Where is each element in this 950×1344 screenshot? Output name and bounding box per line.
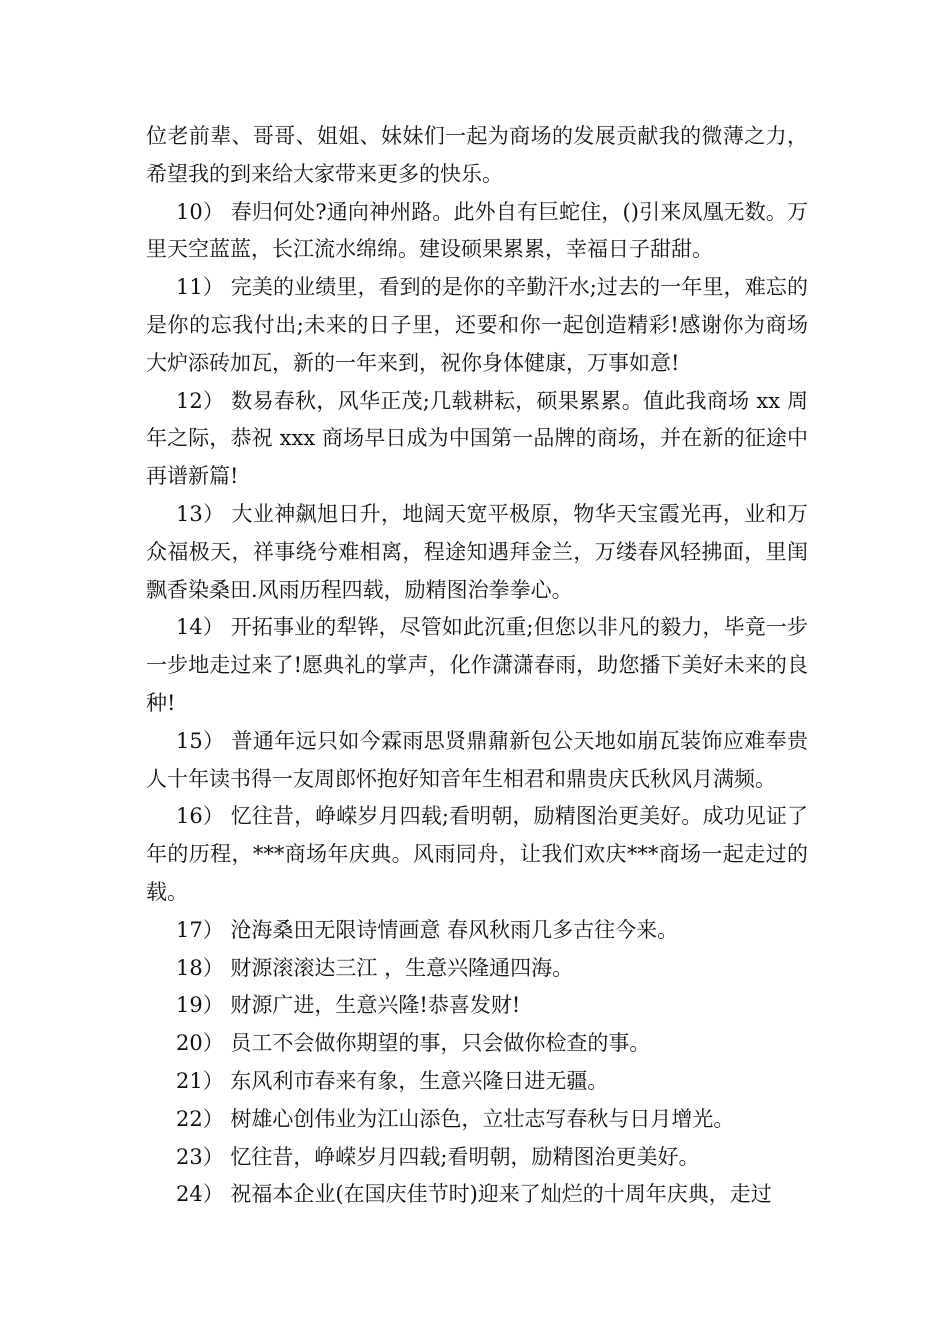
list-item-19: 19） 财源广进，生意兴隆!恭喜发财! <box>176 993 521 1018</box>
list-item-15: 15） 普通年远只如今霖雨思贤鼎鼐新包公天地如崩瓦装饰应难奉贵人十年读书得一友周郎怀抱好知音年生相君和鼎贵庆氏秋风月满频。 <box>146 728 808 791</box>
list-item-10: 10） 春归何处?通向神州路。此外自有巨蛇住，()引来凤凰无数。万里天空蓝蓝，长江流水绵绵。建设硕果累累，幸福日子甜甜。 <box>146 199 808 262</box>
list-item-13: 13） 大业神飙旭日升，地阔天宽平极原，物华天宝霞光再，业和万众福极天，祥事绕兮难相离，程途知遇拜金兰，万缕春风轻拂面，里闺飘香染桑田.风雨历程四载，励精图治拳拳心。 <box>146 501 808 602</box>
list-item-16: 16） 忆往昔，峥嵘岁月四载;看明朝，励精图治更美好。成功见证了年的历程，***商场年庆典。风雨同舟，让我们欢庆***商场一起走过的载。 <box>146 804 808 904</box>
paragraph-continuation: 位老前辈、哥哥、姐姐、妹妹们一起为商场的发展贡献我的微薄之力，希望我的到来给大家带来更多的快乐。 <box>146 124 808 186</box>
list-item-17: 17） 沧海桑田无限诗情画意 春风秋雨几多古往今来。 <box>176 917 679 942</box>
document-body <box>146 118 808 1214</box>
list-item-11: 11） 完美的业绩里，看到的是你的辛勤汗水;过去的一年里，难忘的是你的忘我付出;未来的日子里，还要和你一起创造精彩!感谢你为商场大炉添砖加瓦，新的一年来到，祝你身体健康，万事如意! <box>146 275 808 375</box>
list-item-18: 18） 财源滚滚达三江 ，生意兴隆通四海。 <box>176 955 574 980</box>
list-item-24: 24） 祝福本企业(在国庆佳节时)迎来了灿烂的十周年庆典，走过 <box>176 1182 772 1207</box>
list-item-20: 20） 员工不会做你期望的事，只会做你检查的事。 <box>176 1031 651 1056</box>
list-item-21: 21） 东风利市春来有象，生意兴隆日进无疆。 <box>176 1068 609 1093</box>
list-item-12: 12） 数易春秋，风华正茂;几载耕耘，硕果累累。值此我商场 xx 周年之际，恭祝 xxx 商场早日成为中国第一品牌的商场，并在新的征途中再谱新篇! <box>146 388 808 489</box>
list-item-14: 14） 开拓事业的犁铧，尽管如此沉重;但您以非凡的毅力，毕竟一步一步地走过来了!愿典礼的掌声，化作潇潇春雨，助您播下美好未来的良种! <box>146 615 808 715</box>
list-item-23: 23） 忆往昔，峥嵘岁月四载;看明朝，励精图治更美好。 <box>176 1144 700 1169</box>
list-item-22: 22） 树雄心创伟业为江山添色，立壮志写春秋与日月增光。 <box>176 1106 735 1131</box>
